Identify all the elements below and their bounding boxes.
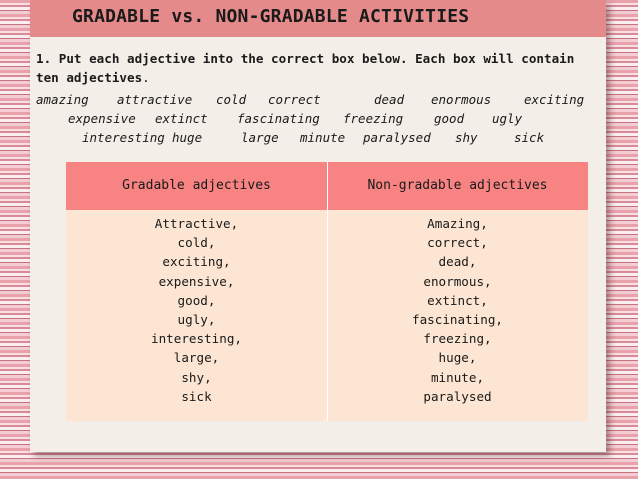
list-item: freezing, bbox=[423, 331, 492, 347]
gradable-list bbox=[66, 214, 327, 406]
word-bank-item: expensive bbox=[68, 111, 136, 126]
word-bank-item: interesting bbox=[82, 130, 165, 145]
slide bbox=[30, 0, 606, 452]
list-item: extinct, bbox=[427, 292, 488, 308]
header-non-gradable: Non-gradable adjectives bbox=[367, 178, 548, 193]
title-band bbox=[30, 0, 606, 37]
instruction-bold: 1. Put each adjective into the correct box below. Each box will contain ten adjectives bbox=[36, 51, 575, 85]
list-item: good, bbox=[177, 292, 216, 308]
word-bank-item: huge bbox=[172, 130, 203, 145]
answer-table bbox=[66, 162, 588, 421]
word-bank-item: good bbox=[434, 111, 465, 126]
list-item: shy, bbox=[181, 369, 212, 385]
list-item: sick bbox=[181, 388, 212, 404]
word-bank-item: minute bbox=[300, 130, 346, 145]
instruction-text bbox=[36, 49, 596, 87]
page-title: GRADABLE vs. NON-GRADABLE ACTIVITIES bbox=[72, 6, 470, 27]
list-item: exciting, bbox=[162, 254, 231, 270]
word-bank-item: enormous bbox=[431, 92, 492, 107]
list-item: Attractive, bbox=[154, 216, 239, 231]
list-item: cold, bbox=[177, 235, 216, 251]
list-item: fascinating, bbox=[412, 312, 503, 328]
list-item: huge, bbox=[438, 350, 477, 366]
word-bank-item: dead bbox=[374, 92, 405, 107]
list-item: Amazing, bbox=[427, 216, 488, 231]
word-bank-item: ugly bbox=[492, 111, 523, 126]
word-bank-item: fascinating bbox=[237, 111, 320, 126]
list-item: dead, bbox=[438, 254, 477, 270]
list-item: ugly, bbox=[177, 312, 216, 328]
word-bank-item: cold bbox=[216, 92, 247, 107]
list-item: large, bbox=[173, 350, 220, 366]
list-item: expensive, bbox=[158, 273, 235, 289]
word-bank-item: paralysed bbox=[363, 130, 431, 145]
list-item: interesting, bbox=[151, 331, 242, 347]
word-bank-item: exciting bbox=[524, 92, 585, 107]
list-item: correct, bbox=[427, 235, 488, 251]
word-bank-item: correct bbox=[268, 92, 321, 107]
word-bank-item: shy bbox=[455, 130, 478, 145]
instruction-end: . bbox=[142, 70, 150, 85]
word-bank-item: sick bbox=[514, 130, 545, 145]
word-bank-item: attractive bbox=[117, 92, 193, 107]
word-bank-item: amazing bbox=[36, 92, 89, 107]
list-item: paralysed bbox=[423, 388, 492, 404]
list-item: enormous, bbox=[423, 273, 492, 289]
header-gradable: Gradable adjectives bbox=[122, 178, 271, 193]
word-bank-item: large bbox=[241, 130, 279, 145]
list-item: minute, bbox=[430, 369, 485, 385]
word-bank-item: freezing bbox=[343, 111, 404, 126]
non-gradable-list bbox=[327, 214, 588, 406]
word-bank-item: extinct bbox=[155, 111, 208, 126]
